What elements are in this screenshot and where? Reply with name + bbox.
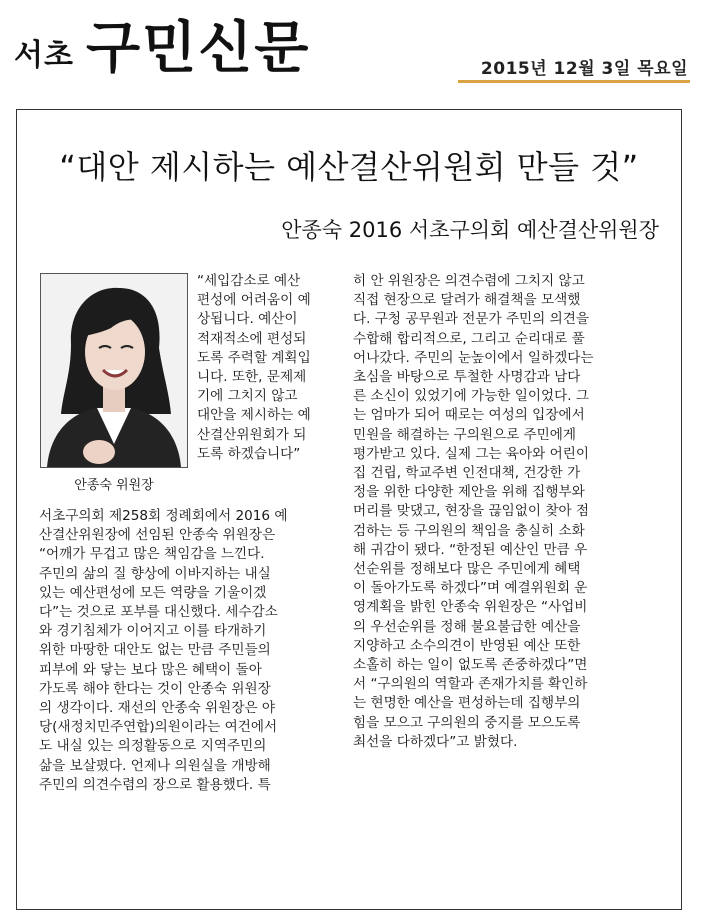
body-line: 히 안 위원장은 의견수렴에 그치지 않고 bbox=[353, 273, 585, 289]
pull-quote-line: 도록 하겠습니다” bbox=[197, 445, 301, 462]
body-line: 른 소신이 있었기에 가능한 일이었다. 그 bbox=[353, 388, 590, 405]
body-line: 서초구의회 제258회 정례회에서 2016 예 bbox=[39, 508, 288, 524]
article-subhead: 안종숙 2016 서초구의회 예산결산위원장 bbox=[281, 218, 659, 242]
pull-quote-line: 도록 주력할 계획입 bbox=[197, 349, 311, 366]
body-line: 도 내실 있는 의정활동으로 지역주민의 bbox=[39, 738, 267, 755]
masthead bbox=[14, 14, 694, 94]
newspaper-brand-prefix: 서초 bbox=[14, 38, 74, 73]
body-line: 삶을 보살폈다. 언제나 의원실을 개방해 bbox=[39, 757, 271, 774]
pull-quote-line: 편성에 어려움이 예 bbox=[197, 292, 311, 309]
body-line: 민원을 해결하는 구의원으로 주민에게 bbox=[353, 426, 577, 443]
body-line: 당(새정치민주연합)의원이라는 여건에서 bbox=[39, 719, 278, 736]
newspaper-brand-name: 구민신문 bbox=[86, 16, 311, 81]
body-line: 지양하고 소수의견이 반영된 예산 또한 bbox=[353, 637, 581, 654]
body-line: 수합해 합리적으로, 그리고 순리대로 풀 bbox=[353, 330, 585, 347]
pull-quote bbox=[197, 272, 331, 464]
body-line: 집 건립, 학교주변 인전대책, 건강한 가 bbox=[353, 465, 581, 482]
body-line: 주민의 삶의 질 향상에 이바지하는 내실 bbox=[39, 565, 271, 582]
body-line: 선순위를 정해보다 많은 주민에게 혜택 bbox=[353, 561, 581, 578]
body-line: 최선을 다하겠다”고 밝혔다. bbox=[353, 733, 518, 750]
body-line: 다. 구청 공무원과 전문가 주민의 의견을 bbox=[353, 311, 590, 328]
body-line: 의 우선순위를 정해 불요불급한 예산을 bbox=[353, 618, 581, 635]
body-line: 위한 마땅한 대안도 없는 만큼 주민들의 bbox=[39, 642, 271, 659]
body-line: 피부에 와 닿는 보다 많은 혜택이 돌아 bbox=[39, 661, 262, 678]
body-line: 평가받고 있다. 실제 그는 육아와 어린이 bbox=[353, 445, 590, 462]
body-line: 가도록 해야 한다는 것이 안종숙 위원장 bbox=[39, 680, 271, 697]
body-line: 서 “구의원의 역할과 존재가치를 확인하 bbox=[353, 676, 588, 693]
pull-quote-line: 상됩니다. 예산이 bbox=[197, 311, 298, 328]
portrait-illustration bbox=[41, 274, 187, 467]
body-line: 검하는 등 구의원의 책임을 충실히 소화 bbox=[353, 522, 585, 539]
body-column-left bbox=[39, 507, 335, 795]
pull-quote-line: 적재적소에 편성되 bbox=[197, 330, 307, 347]
portrait-photo bbox=[40, 273, 188, 468]
body-line: 직접 현장으로 달려가 해결책을 모색했 bbox=[353, 292, 581, 309]
body-column-right bbox=[353, 272, 665, 752]
body-line: 어나갔다. 주민의 눈높이에서 일하겠다는 bbox=[353, 349, 594, 366]
pull-quote-line: “세입감소로 예산 bbox=[197, 273, 301, 289]
body-line: 의 생각이다. 재선의 안종숙 위원장은 야 bbox=[39, 700, 276, 717]
body-line: 는 현명한 예산을 편성하는데 집행부의 bbox=[353, 695, 581, 712]
body-line: 정을 위한 다양한 제안을 위해 집행부와 bbox=[353, 484, 585, 501]
body-line: 다”는 것으로 포부를 대신했다. 세수감소 bbox=[39, 604, 278, 621]
pull-quote-line: 산결산위원회가 되 bbox=[197, 426, 307, 443]
body-line: 초심을 바탕으로 투철한 사명감과 남다 bbox=[353, 369, 581, 386]
article-headline: “대안 제시하는 예산결산위원회 만들 것” bbox=[59, 148, 639, 186]
body-line: 해 귀감이 됐다. “한정된 예산인 만큼 우 bbox=[353, 541, 588, 558]
date-underline bbox=[458, 80, 690, 83]
body-line: 영계획을 밝힌 안종숙 위원장은 “사업비 bbox=[353, 599, 588, 616]
body-line: 는 엄마가 되어 때로는 여성의 입장에서 bbox=[353, 407, 585, 424]
article-frame bbox=[16, 109, 682, 910]
body-line: 와 경기침체가 이어지고 이를 타개하기 bbox=[39, 623, 267, 640]
body-line: 산결산위원장에 선임된 안종숙 위원장은 bbox=[39, 527, 276, 544]
body-line: 힘을 모으고 구의원의 중지를 모으도록 bbox=[353, 714, 581, 731]
body-line: “어깨가 무겁고 많은 책임감을 느낀다. bbox=[39, 546, 265, 563]
pull-quote-line: 대안을 제시하는 예 bbox=[197, 407, 311, 424]
body-line: 머리를 맞댔고, 현장을 끊임없이 찾아 점 bbox=[353, 503, 590, 520]
issue-date: 2015년 12월 3일 목요일 bbox=[480, 59, 688, 79]
body-line: 소홀히 하는 일이 없도록 존중하겠다”면 bbox=[353, 657, 588, 674]
pull-quote-line: 기에 그치지 않고 bbox=[197, 388, 298, 405]
body-line: 있는 예산편성에 모든 역량을 기울이겠 bbox=[39, 584, 267, 601]
photo-caption: 안종숙 위원장 bbox=[74, 478, 154, 493]
pull-quote-line: 니다. 또한, 문제제 bbox=[197, 369, 307, 386]
body-line: 주민의 의견수렴의 장으로 활용했다. 특 bbox=[39, 776, 271, 793]
body-line: 이 돌아가도록 하겠다”며 예결위원회 운 bbox=[353, 580, 588, 597]
